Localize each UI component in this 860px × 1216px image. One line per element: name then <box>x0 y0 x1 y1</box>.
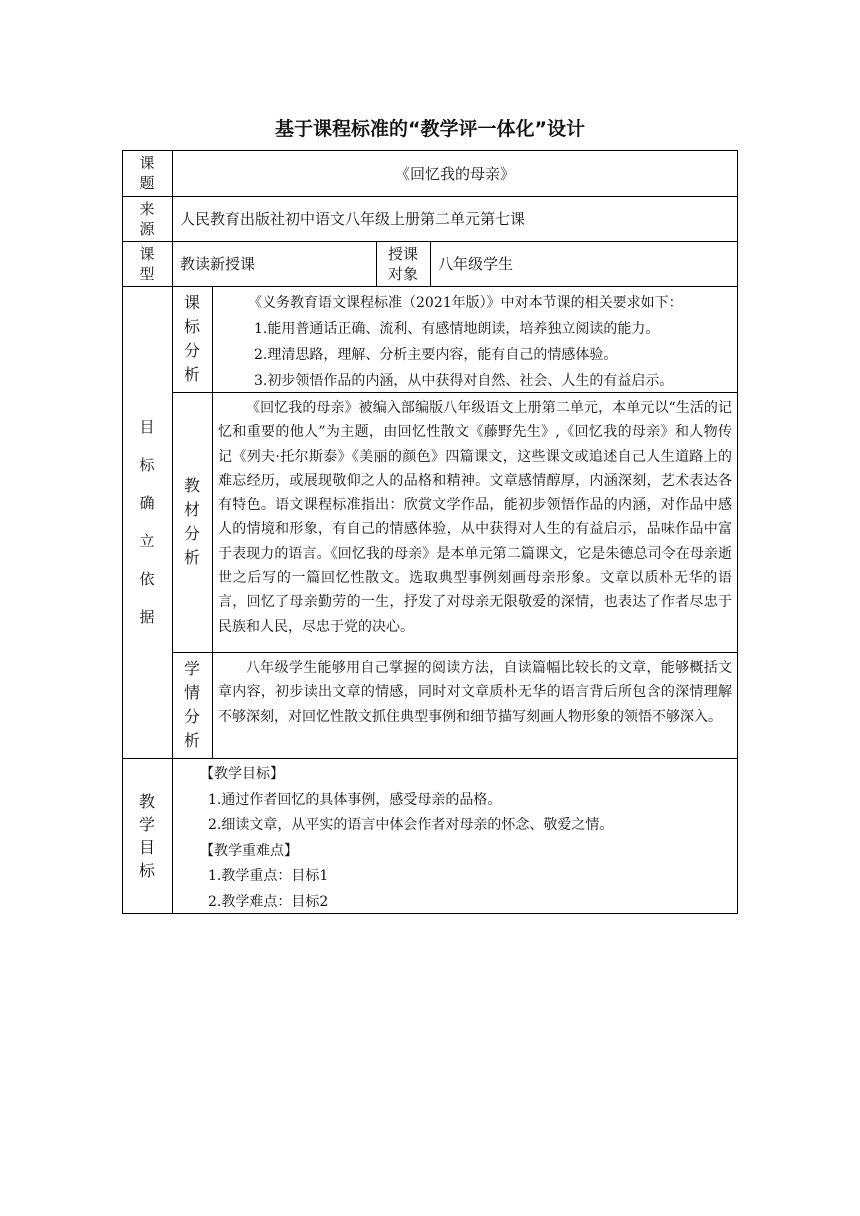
basis-label: 目 标 确 立 依 据 <box>139 417 155 626</box>
goal-item: 2.细读文章，从平实的语言中体会作者对母亲的怀念、敬爱之情。 <box>208 817 614 833</box>
table-divider <box>122 286 738 287</box>
curriculum-intro: 《义务教育语文课程标准（2021年版）》中对本节课的相关要求如下： <box>248 295 683 311</box>
curriculum-item: 2.理清思路，理解、分析主要内容，能有自己的情感体验。 <box>254 347 618 363</box>
learner-content <box>218 656 732 729</box>
document-title: 基于课程标准的“教学评一体化”设计 <box>275 118 585 140</box>
curriculum-label: 课 标 分 析 <box>183 293 200 384</box>
table-divider <box>122 758 738 759</box>
audience-value: 八年级学生 <box>438 255 514 273</box>
goals-label: 教 学 目 标 <box>138 791 155 880</box>
key-point-item: 1.教学重点：目标1 <box>208 868 329 884</box>
table-divider <box>430 241 431 286</box>
textbook-text: 《回忆我的母亲》被编入部编版八年级语文上册第二单元，本单元以“生活的记忆和重要的他人”为主题，由回忆性散文《藤野先生》,《回忆我的母亲》和人物传记《列夫·托尔斯泰》《美丽的颜色》四篇课文，这些课文或追述自己人生道路上的难忘经历，或展现敬仰之人的品格和精神。文章感情醇厚，内涵深刻，艺术表达各有特色。语文课程标准指出：欣赏文学作品，能初步领悟作品的内涵，对作品中感人的情境和形象，有自己的情感体验，从中获得对人生的有益启示，品味作品中富于表现力的语言。《回忆我的母亲》是本单元第二篇课文，它是朱德总司令在母亲逝世之后写的一篇回忆性散文。选取典型事例刻画母亲形象。文章以质朴无华的语言，回忆了母亲勤劳的一生，抒发了对母亲无限敬爱的深情，也表达了作者尽忠于民族和人民，尽忠于党的决心。 <box>218 400 732 635</box>
audience-label: 授课 对象 <box>387 244 418 283</box>
table-divider <box>172 652 738 653</box>
curriculum-item: 3.初步领悟作品的内涵，从中获得对自然、社会、人生的有益启示。 <box>254 373 674 389</box>
goals-content <box>200 762 730 915</box>
difficult-point-item: 2.教学难点：目标2 <box>208 893 329 910</box>
curriculum-content <box>220 290 730 394</box>
learner-text: 八年级学生能够用自己掌握的阅读方法，自读篇幅比较长的文章，能够概括文章内容，初步读出文章的情感，同时对文章质朴无华的语言背后所包含的深情理解不够深刻，对回忆性散文抓住典型事例和细节描写刻画人物形象的领悟不够深入。 <box>218 660 732 725</box>
table-border-right <box>737 150 738 913</box>
type-value: 教读新授课 <box>180 255 256 273</box>
textbook-content <box>218 396 732 639</box>
goal-item: 1.通过作者回忆的具体事例，感受母亲的品格。 <box>208 791 502 808</box>
topic-label: 课 题 <box>139 154 155 192</box>
source-value: 人民教育出版社初中语文八年级上册第二单元第七课 <box>180 210 526 228</box>
topic-value: 《回忆我的母亲》 <box>394 164 515 183</box>
type-label: 课 型 <box>139 244 155 283</box>
learner-label: 学 情 分 析 <box>183 659 200 750</box>
textbook-label: 教 材 分 析 <box>183 476 200 567</box>
source-label: 来 源 <box>139 199 155 238</box>
curriculum-item: 1.能用普通话正确、流利、有感情地朗读，培养独立阅读的能力。 <box>254 321 660 337</box>
table-divider <box>212 286 213 758</box>
goals-heading: 【教学目标】 <box>200 766 284 782</box>
key-points-heading: 【教学重难点】 <box>200 842 298 859</box>
